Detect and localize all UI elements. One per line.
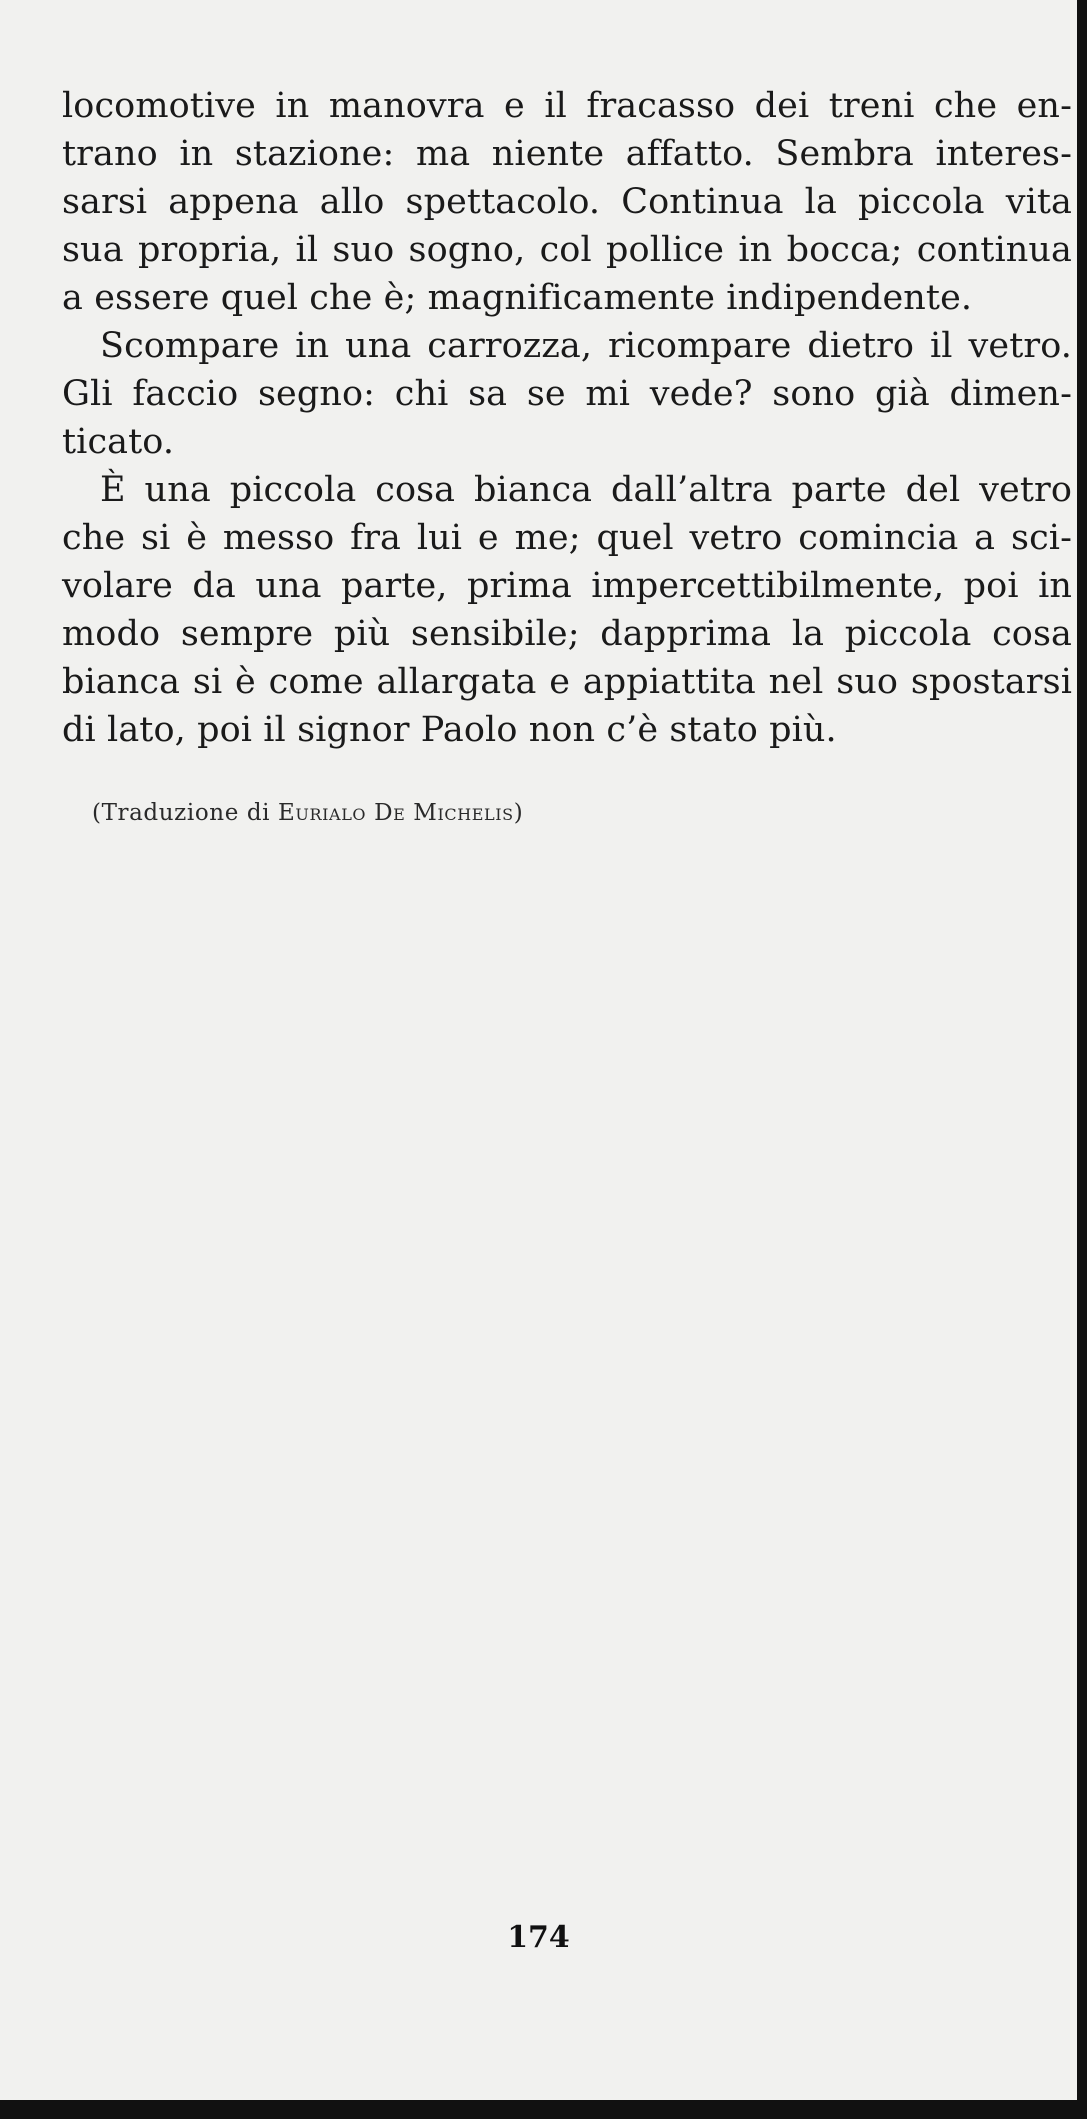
text-line: Gli faccio segno: chi sa se mi vede? sono già dimen- (62, 374, 1072, 414)
body-text (62, 82, 1072, 754)
text-line: sua propria, il suo sogno, col pollice in bocca; continua (62, 230, 1072, 270)
text-line: locomotive in manovra e il fracasso dei treni che en- (62, 86, 1072, 126)
scan-edge-bottom (0, 2100, 1087, 2119)
text-line: modo sempre più sensibile; dapprima la piccola cosa (62, 614, 1072, 654)
text-line: bianca si è come allargata e appiattita nel suo spostarsi (62, 662, 1072, 702)
text-line: a essere quel che è; magnificamente indipendente. (62, 278, 973, 318)
scan-edge-right (1077, 0, 1087, 2119)
text-line: È una piccola cosa bianca dall’altra parte del vetro (100, 470, 1072, 510)
text-line: volare da una parte, prima impercettibilmente, poi in (62, 566, 1072, 606)
text-line: Scompare in una carrozza, ricompare dietro il vetro. (100, 326, 1072, 366)
text-line: di lato, poi il signor Paolo non c’è stato più. (62, 710, 837, 750)
translator-name: Eurialo De Michelis (278, 800, 514, 826)
text-line: sarsi appena allo spettacolo. Continua la piccola vita (62, 182, 1072, 222)
credit-suffix: ) (513, 800, 524, 826)
text-line: ticato. (62, 422, 175, 462)
page-number: 174 (507, 1920, 570, 1955)
credit-prefix: (Traduzione di (92, 800, 279, 826)
text-line: trano in stazione: ma niente affatto. Sembra interes- (62, 134, 1072, 174)
translation-credit (92, 800, 523, 826)
text-line: che si è messo fra lui e me; quel vetro comincia a sci- (62, 518, 1072, 558)
